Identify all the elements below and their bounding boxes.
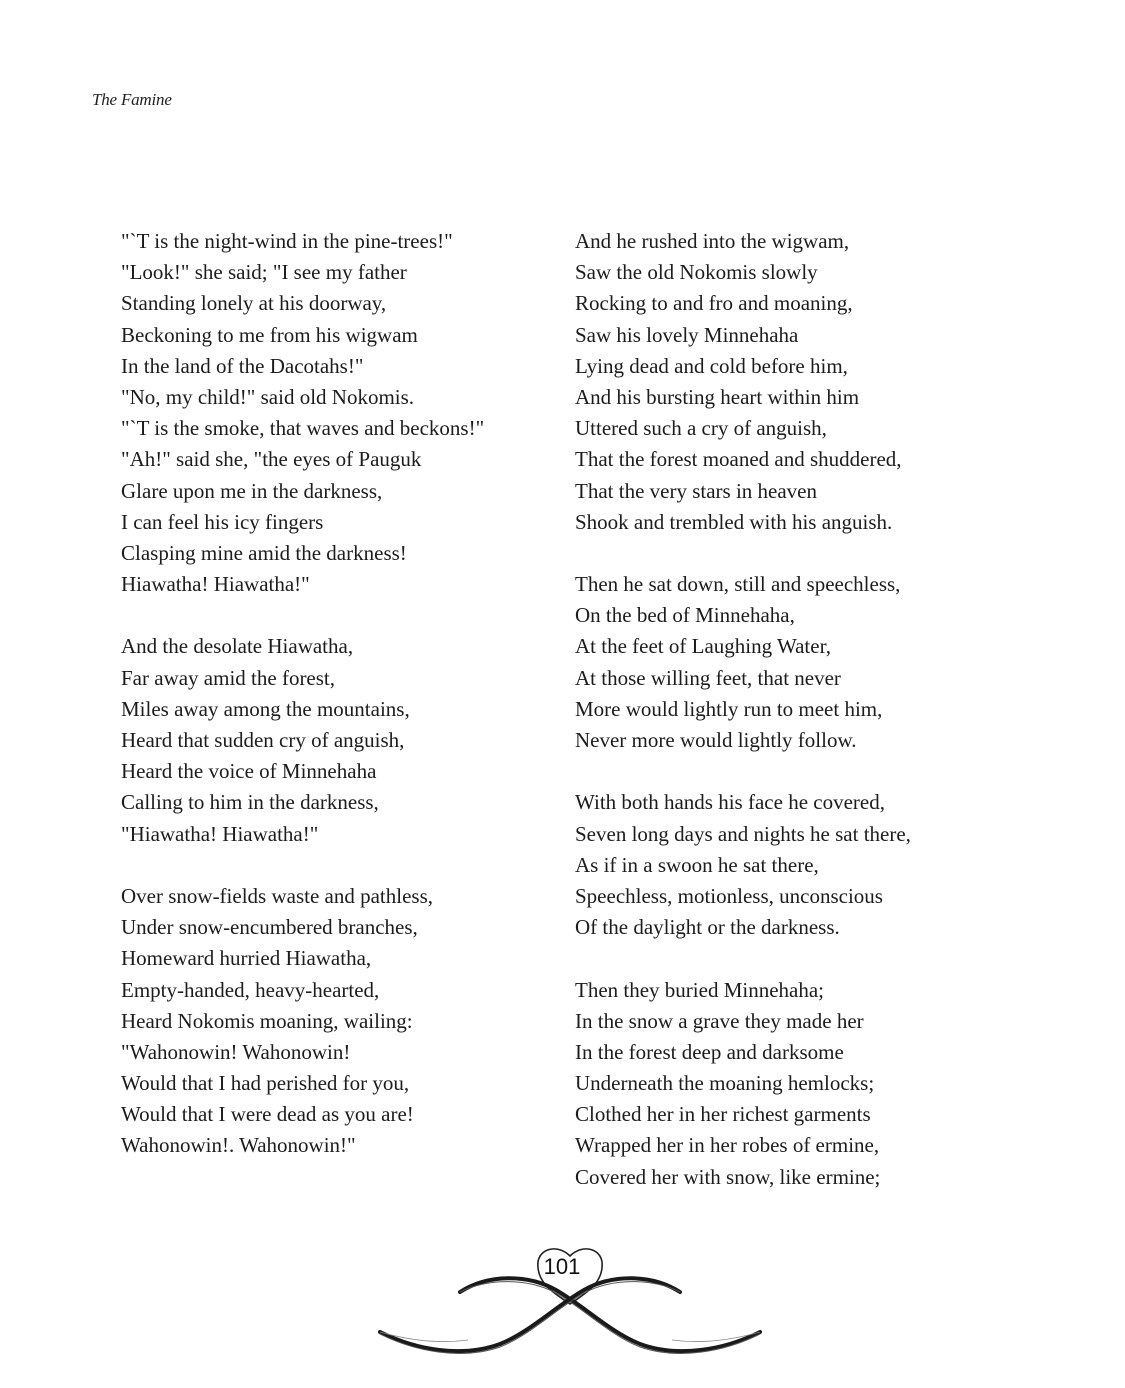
poem-line: I can feel his icy fingers xyxy=(121,509,324,534)
poem-line: Clasping mine amid the darkness! xyxy=(121,540,407,565)
poem-line: Wahonowin!. Wahonowin!" xyxy=(121,1133,356,1158)
poem-line: Saw the old Nokomis slowly xyxy=(575,260,818,285)
poem-line: Uttered such a cry of anguish, xyxy=(575,416,827,441)
poem-line: "Wahonowin! Wahonowin! xyxy=(121,1039,351,1064)
poem-line: "Hiawatha! Hiawatha!" xyxy=(121,821,319,846)
poem-line: "No, my child!" said old Nokomis. xyxy=(121,384,415,409)
poem-line: On the bed of Minnehaha, xyxy=(575,603,795,628)
poem-line: More would lightly run to meet him, xyxy=(575,696,883,721)
poem-line: Never more would lightly follow. xyxy=(575,728,857,752)
poem-line: Wrapped her in her robes of ermine, xyxy=(575,1133,880,1158)
stanza xyxy=(575,226,975,538)
poem-line: In the snow a grave they made her xyxy=(575,1008,864,1033)
poem-line: At those willing feet, that never xyxy=(575,665,841,690)
poem-line: In the forest deep and darksome xyxy=(575,1039,844,1064)
stanza xyxy=(575,787,975,943)
poem-line: At the feet of Laughing Water, xyxy=(575,634,831,659)
poem-line: Lying dead and cold before him, xyxy=(575,353,848,378)
poem-line: Of the daylight or the darkness. xyxy=(575,915,840,940)
poem-line: Hiawatha! Hiawatha!" xyxy=(121,572,310,597)
poem-line: Speechless, motionless, unconscious xyxy=(575,883,883,908)
poem-line: "`T is the night-wind in the pine-trees!" xyxy=(121,229,453,253)
poem-line: Beckoning to me from his wigwam xyxy=(121,322,418,347)
poem-line: And he rushed into the wigwam, xyxy=(575,229,850,253)
poem-line: In the land of the Dacotahs!" xyxy=(121,353,364,378)
poem-line: Heard that sudden cry of anguish, xyxy=(121,728,405,752)
poem-column-left xyxy=(121,226,561,1193)
poem-line: Calling to him in the darkness, xyxy=(121,790,379,815)
poem-line: Then they buried Minnehaha; xyxy=(575,977,825,1002)
poem-line: Would that I were dead as you are! xyxy=(121,1102,414,1127)
poem-line: That the forest moaned and shuddered, xyxy=(575,447,902,472)
poem-line: Clothed her in her richest garments xyxy=(575,1102,871,1127)
poem-line: Covered her with snow, like ermine; xyxy=(575,1164,881,1189)
poem-line: "`T is the smoke, that waves and beckons!" xyxy=(121,416,485,441)
poem-line: Empty-handed, heavy-hearted, xyxy=(121,977,380,1002)
page-number: 101 xyxy=(543,1254,581,1279)
poem-line: Far away amid the forest, xyxy=(121,665,336,690)
poem-line: Homeward hurried Hiawatha, xyxy=(121,946,372,971)
poem-column-right xyxy=(575,226,975,1224)
stanza xyxy=(575,569,975,756)
poem-line: Heard Nokomis moaning, wailing: xyxy=(121,1008,413,1033)
poem-line: As if in a swoon he sat there, xyxy=(575,852,819,877)
poem-line: Standing lonely at his doorway, xyxy=(121,291,387,316)
poem-line: Miles away among the mountains, xyxy=(121,696,410,721)
poem-line: Then he sat down, still and speechless, xyxy=(575,572,901,597)
poem-line: Seven long days and nights he sat there, xyxy=(575,821,911,846)
stanza xyxy=(121,226,561,600)
poem-line: That the very stars in heaven xyxy=(575,478,817,503)
poem-line: And his bursting heart within him xyxy=(575,384,860,409)
poem-line: And the desolate Hiawatha, xyxy=(121,634,354,659)
stanza xyxy=(121,631,561,849)
poem-line: Saw his lovely Minnehaha xyxy=(575,322,799,347)
stanza xyxy=(121,881,561,1162)
poem-line: Shook and trembled with his anguish. xyxy=(575,509,893,534)
poem-line: "Look!" she said; "I see my father xyxy=(121,260,407,285)
poem-line: With both hands his face he covered, xyxy=(575,790,885,815)
stanza xyxy=(575,975,975,1193)
poem-line: Rocking to and fro and moaning, xyxy=(575,291,853,316)
poem-line: Underneath the moaning hemlocks; xyxy=(575,1071,875,1096)
poem-line: Glare upon me in the darkness, xyxy=(121,478,383,503)
poem-line: Under snow-encumbered branches, xyxy=(121,915,418,940)
running-header-title: The Famine xyxy=(92,90,172,109)
poem-line: Heard the voice of Minnehaha xyxy=(121,759,377,784)
poem-line: Over snow-fields waste and pathless, xyxy=(121,883,434,908)
poem-line: "Ah!" said she, "the eyes of Pauguk xyxy=(121,447,422,472)
poem-line: Would that I had perished for you, xyxy=(121,1071,410,1096)
